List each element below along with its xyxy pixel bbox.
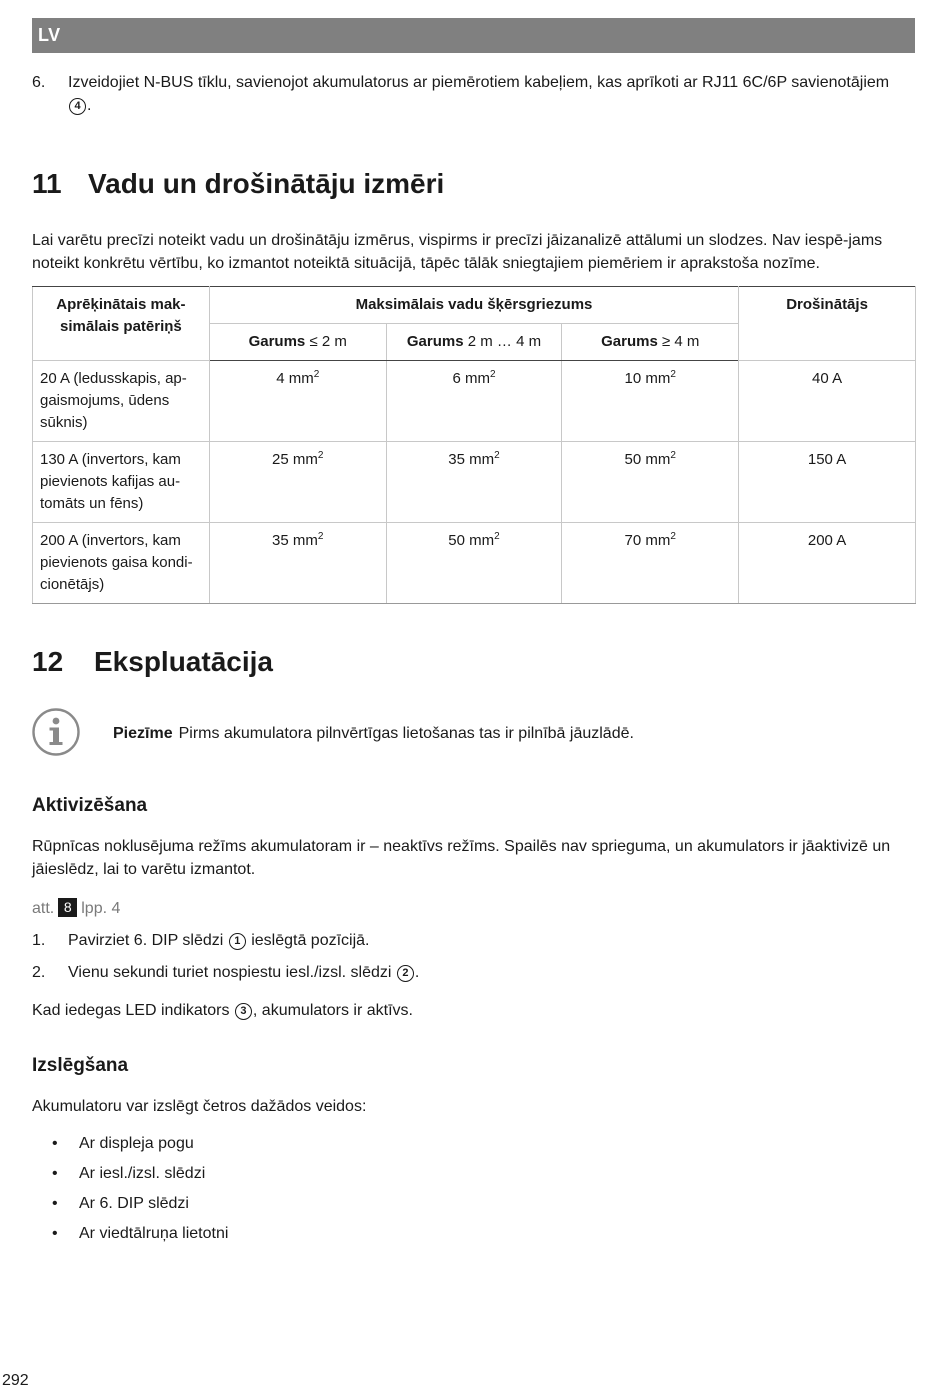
figure-reference: att. 8 lpp. 4 [32, 899, 121, 917]
activation-heading: Aktivizēšana [32, 795, 148, 816]
section-12-heading [32, 645, 273, 679]
sub-header-length: Garums 2 m … 4 m [386, 324, 562, 361]
consumption-cell: 200 A (invertors, kam pievienots gaisa kondi-cionētājs) [33, 523, 210, 604]
section-11-heading [32, 167, 444, 201]
activation-text: Rūpnīcas noklusējuma režīms akumulatoram ir – neaktīvs režīms. Spailēs nav sprieguma, un akumulators ir jāaktivizē un jāieslēdz, lai to varētu izmantot. [32, 838, 891, 878]
marker-circle: 2 [397, 965, 414, 982]
note-text: Pirms akumulatora pilnvērtīgas lietošanas tas ir pilnībā jāuzlādē. [178, 725, 634, 742]
shutdown-heading: Izslēgšana [32, 1055, 129, 1076]
activation-result: Kad iedegas LED indikators 3 , akumulators ir aktīvs. [32, 1002, 413, 1019]
cross-section-cell: 6 $mm^2$ [386, 361, 562, 442]
list-item: • Ar viedtālruņa lietotni [52, 1225, 229, 1242]
consumption-cell: 130 A (invertors, kam pievienots kafijas au-tomāts un fēns) [33, 442, 210, 523]
activation-step-2 [32, 961, 912, 984]
step-text: Pavirziet 6. DIP slēdzi 1 ieslēgtā pozīcijā. [68, 932, 370, 949]
fuse-cell: 150 A [739, 442, 916, 523]
sub-header-length: Garums ≤ 2 m [209, 324, 386, 361]
consumption-cell: 20 A (ledusskapis, ap-gaismojums, ūdens sūknis) [33, 361, 210, 442]
step-number: 1. [32, 932, 46, 949]
table-row [33, 442, 916, 523]
section-title: Vadu un drošinātāju izmēri [88, 168, 445, 199]
table-row [33, 523, 916, 604]
col-header-fuse: Drošinātājs [739, 287, 916, 361]
step-6 [32, 71, 912, 117]
sub-header-length: Garums ≥ 4 m [562, 324, 739, 361]
note-label: Piezīme [113, 725, 173, 742]
col-header-cross-section: Maksimālais vadu šķērsgriezums [209, 287, 738, 324]
cross-section-cell: 10 $mm^2$ [562, 361, 739, 442]
info-icon [32, 708, 80, 756]
note [113, 722, 634, 745]
wire-fuse-size-table [32, 286, 916, 604]
shutdown-text: Akumulatoru var izslēgt četros dažādos veidos: [32, 1098, 367, 1115]
page-number: 292 [2, 1372, 29, 1389]
step-number: 2. [32, 964, 46, 981]
marker-circle: 4 [69, 98, 86, 115]
section-number: 12 [32, 646, 64, 677]
language-header-bar [32, 18, 915, 53]
section-title: Ekspluatācija [94, 646, 273, 677]
marker-circle: 3 [235, 1003, 252, 1020]
list-item: • Ar 6. DIP slēdzi [52, 1195, 189, 1212]
cross-section-cell: 25 $mm^2$ [209, 442, 386, 523]
cross-section-cell: 35 $mm^2$ [386, 442, 562, 523]
figure-number: 8 [58, 898, 77, 917]
activation-step-1 [32, 929, 912, 952]
step-text: Vienu sekundi turiet nospiestu iesl./izsl. slēdzi 2 . [68, 964, 420, 981]
step-number: 6. [32, 74, 46, 91]
marker-circle: 1 [229, 933, 246, 950]
cross-section-cell: 50 $mm^2$ [386, 523, 562, 604]
section-11-intro: Lai varētu precīzi noteikt vadu un drošinātāju izmērus, vispirms ir precīzi jāizanalizē attālumi un slodzes. Nav iespē-jams noteikt konkrētu vērtību, ko izmantot noteiktā situācijā, tāpēc tālāk sniegtajiem piemēriem ir aprakstoša nozīme. [32, 232, 883, 272]
cross-section-cell: 50 $mm^2$ [562, 442, 739, 523]
cross-section-cell: 35 $mm^2$ [209, 523, 386, 604]
step-text: Izveidojiet N-BUS tīklu, savienojot akumulatorus ar piemērotiem kabeļiem, kas aprīkoti ar RJ11 6C/6P savienotājiem 4 . [68, 74, 890, 114]
list-item: • Ar displeja pogu [52, 1135, 194, 1152]
fuse-cell: 40 A [739, 361, 916, 442]
col-header-consumption: Aprēķinātais mak-simālais patēriņš [33, 287, 210, 361]
list-item: • Ar iesl./izsl. slēdzi [52, 1165, 206, 1182]
cross-section-cell: 70 $mm^2$ [562, 523, 739, 604]
language-code: LV [38, 25, 61, 45]
section-number: 11 [32, 168, 62, 199]
cross-section-cell: 4 $mm^2$ [209, 361, 386, 442]
fuse-cell: 200 A [739, 523, 916, 604]
table-row [33, 361, 916, 442]
